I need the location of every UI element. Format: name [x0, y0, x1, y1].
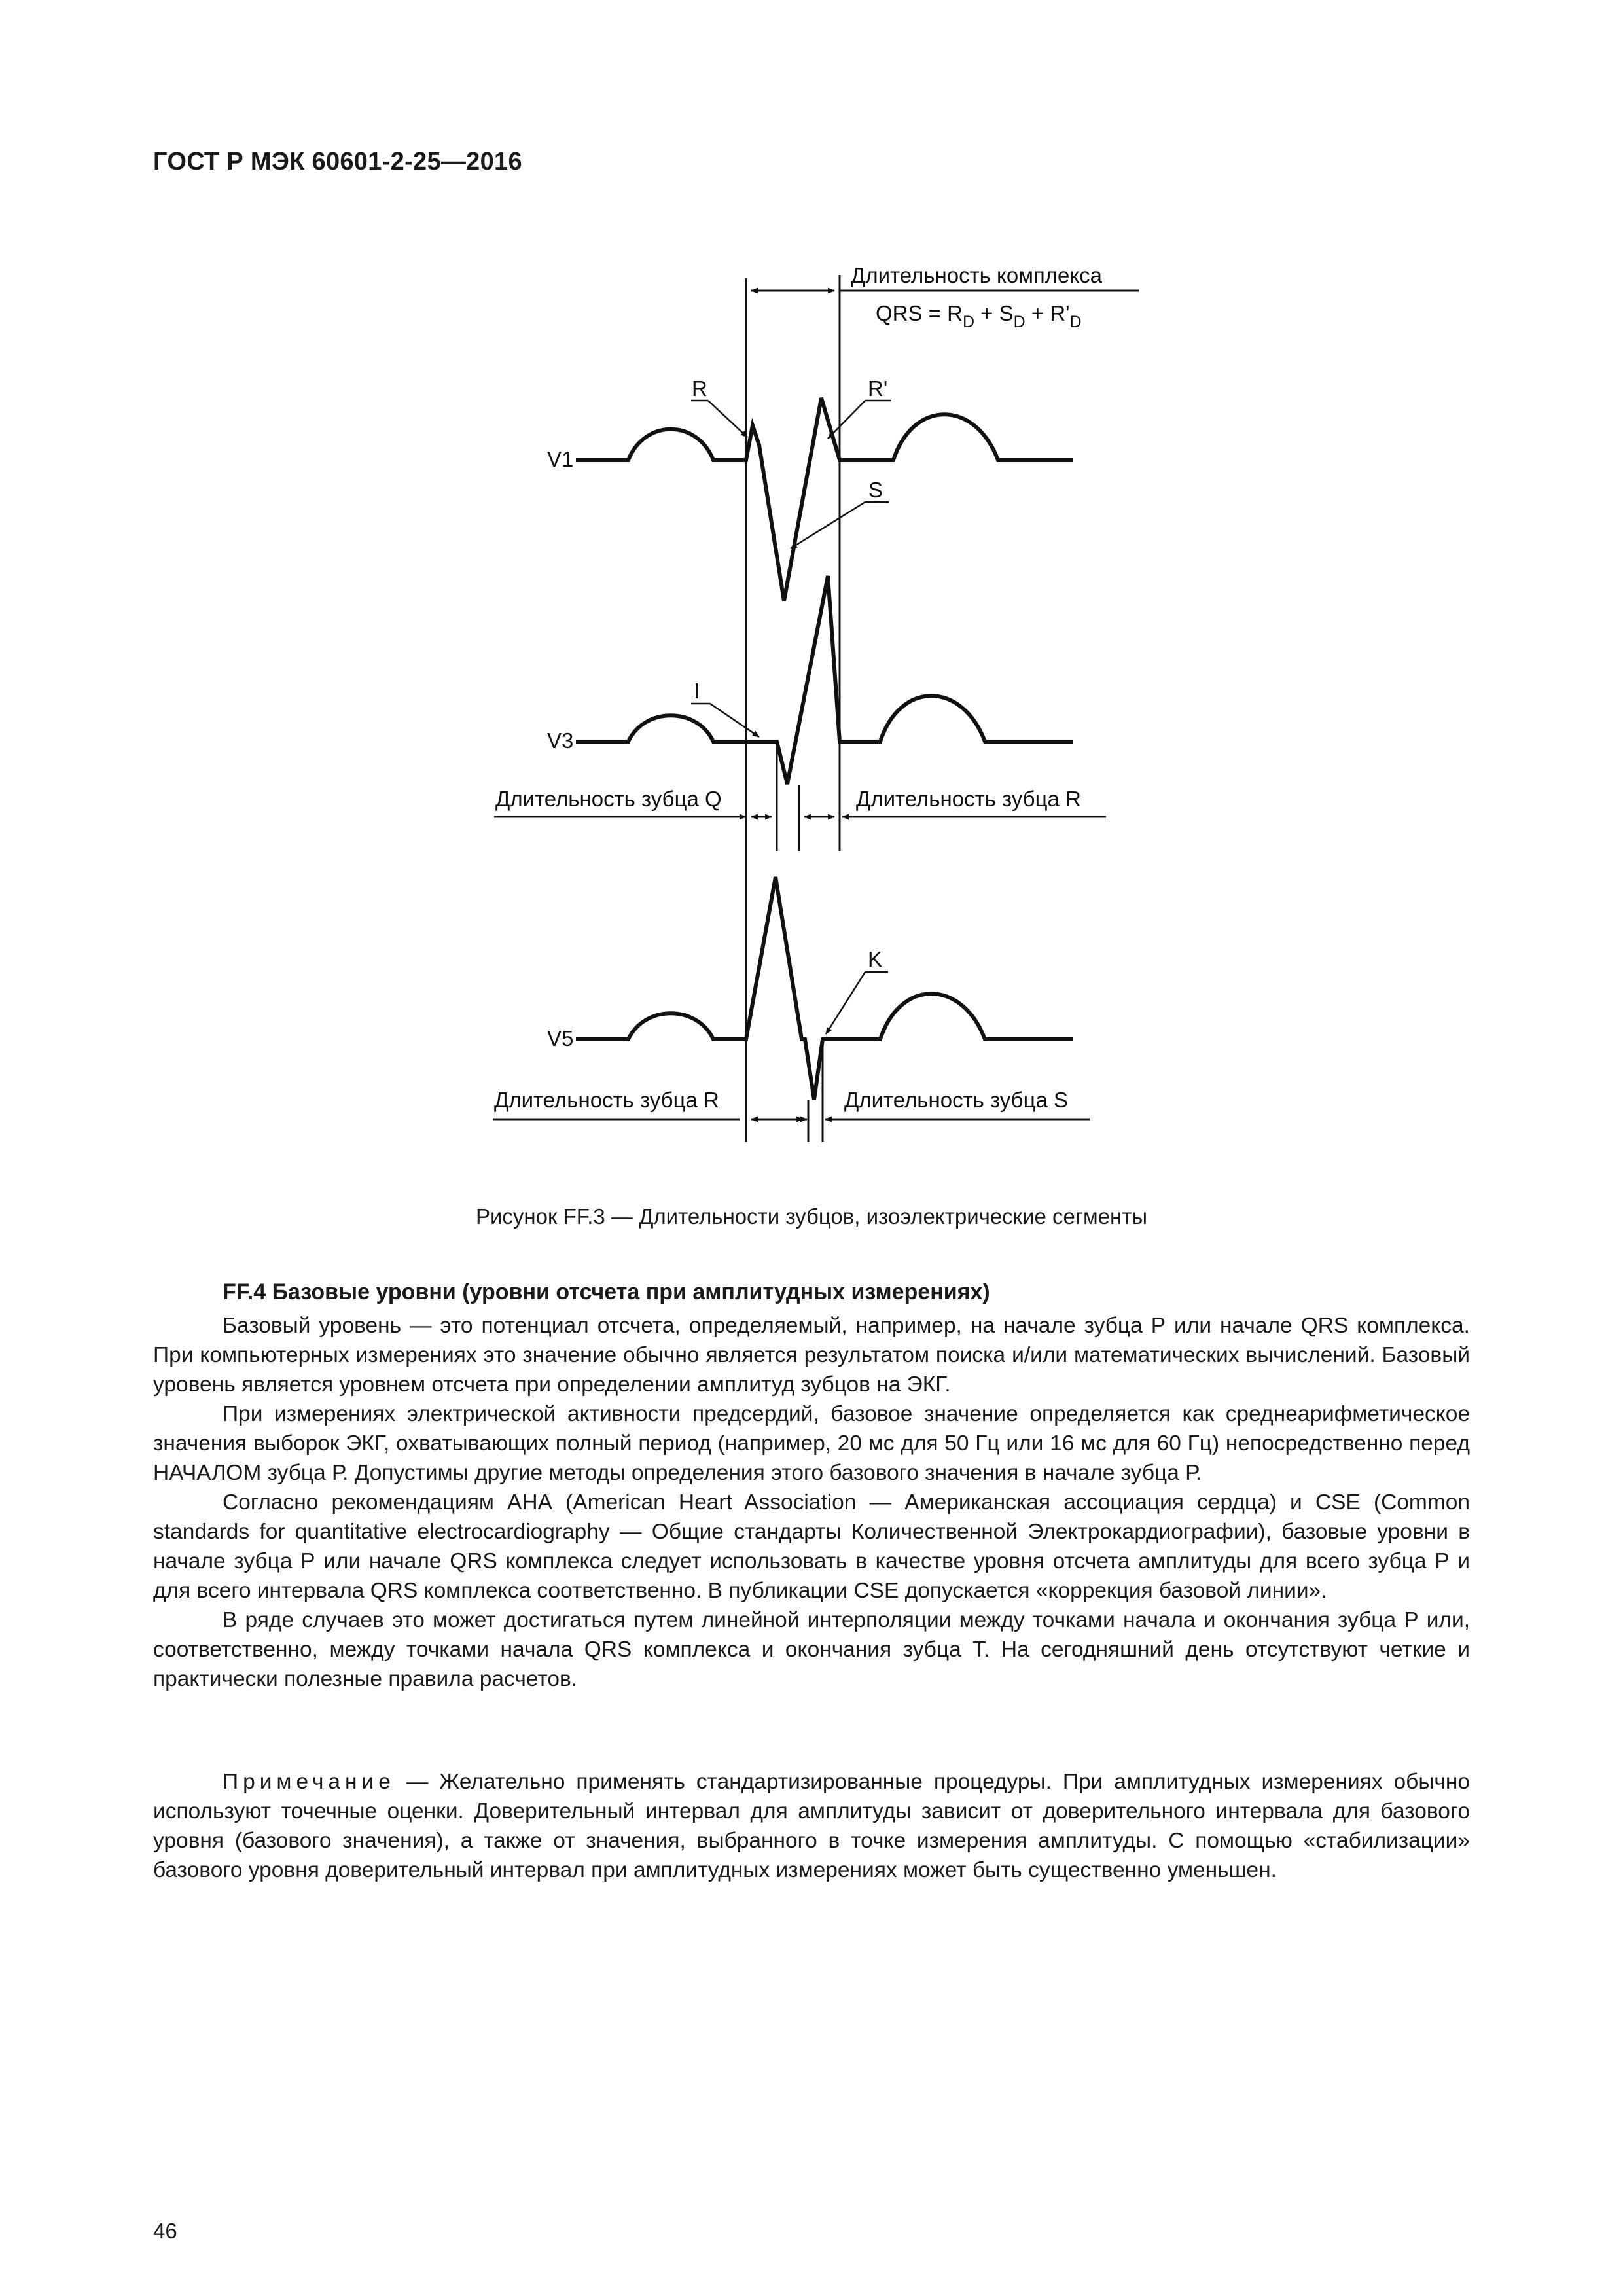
section-body — [153, 1311, 1470, 1694]
paragraph-3: Согласно рекомендациям АНА (American Heart Association — Американская ассоциация сердца) и CSE (Common standards for quantitative electrocardiography — Общие стандарты Количественной Электрокардиографии), базовые уровни в начале зубца Р или начале QRS комплекса следует использовать в качестве уровня отсчета амплитуды для всего зубца Р и для всего интервала QRS комплекса соответственно. В публикации CSE допускается «коррекция базовой линии». — [153, 1490, 1470, 1603]
s-wave-label: S — [868, 478, 883, 502]
r-wave-duration-label-v3: Длительность зубца R — [856, 787, 1081, 811]
note-text: — Желательно применять стандартизированные процедуры. При амплитудных измерениях обычно используют точечные оценки. Доверительный интервал для амплитуды зависит от доверительного интервала для базового уровня (базового значения), а также от значения, выбранного в точке измерения амплитуды. С помощью «стабилизации» базового уровня доверительный интервал при амплитудных измерениях может быть существенно уменьшен. — [153, 1770, 1470, 1882]
r-prime-wave-pointer — [828, 401, 865, 439]
k-wave-label: K — [868, 947, 883, 971]
r-wave-label: R — [692, 376, 707, 401]
qrs-duration-label: Длительность комплекса — [851, 263, 1103, 287]
paragraph-1: Базовый уровень — это потенциал отсчета, определяемый, например, на начале зубца Р или начале QRS комплекса. При компьютерных измерениях это значение обычно является результатом поиска и/или математических вычислений. Базовый уровень является уровнем отсчета при определении амплитуд зубцов на ЭКГ. — [153, 1314, 1470, 1397]
i-wave-label: I — [694, 679, 700, 703]
s-wave-duration-label: Длительность зубца S — [844, 1088, 1069, 1112]
note — [153, 1767, 1470, 1885]
page-number: 46 — [153, 2219, 177, 2243]
lead-v3-label: V3 — [547, 728, 574, 753]
v1-trace — [576, 398, 1073, 601]
v5-trace — [576, 877, 1073, 1100]
paragraph-2: При измерениях электрической активности предсердий, базовое значение определяется как среднеарифметическое значения выборок ЭКГ, охватывающих полный период (например, 20 мс для 50 Гц или 16 мс для 60 Гц) непосредственно перед НАЧАЛОМ зубца Р. Допустимы другие методы определения этого базового значения в начале зубца Р. — [153, 1402, 1470, 1485]
figure-caption: Рисунок FF.3 — Длительности зубцов, изоэлектрические сегменты — [475, 1204, 1148, 1229]
r-prime-wave-label: R' — [868, 376, 888, 401]
v3-trace — [576, 576, 1073, 784]
r-wave-duration-label-v5: Длительность зубца R — [494, 1088, 719, 1112]
k-wave-pointer — [826, 972, 865, 1034]
lead-v5-label: V5 — [547, 1026, 574, 1050]
section-heading: FF.4 Базовые уровни (уровни отсчета при амплитудных измерениях) — [223, 1280, 990, 1304]
q-wave-duration-label: Длительность зубца Q — [495, 787, 722, 811]
lead-v1-label: V1 — [547, 447, 574, 471]
document-header: ГОСТ Р МЭК 60601-2-25—2016 — [153, 148, 522, 175]
qrs-formula: QRS = $R_D + S_D + R'_D$ — [876, 301, 1082, 331]
r-wave-pointer — [708, 401, 747, 437]
note-label: Примечание — [223, 1770, 395, 1794]
paragraph-4: В ряде случаев это может достигаться путем линейной интерполяции между точками начала и окончания зубца Р или, соответственно, между точками начала QRS комплекса и окончания зубца Т. На сегодняшний день отсутствуют четкие и практически полезные правила расчетов. — [153, 1608, 1470, 1691]
i-wave-pointer — [710, 704, 759, 737]
